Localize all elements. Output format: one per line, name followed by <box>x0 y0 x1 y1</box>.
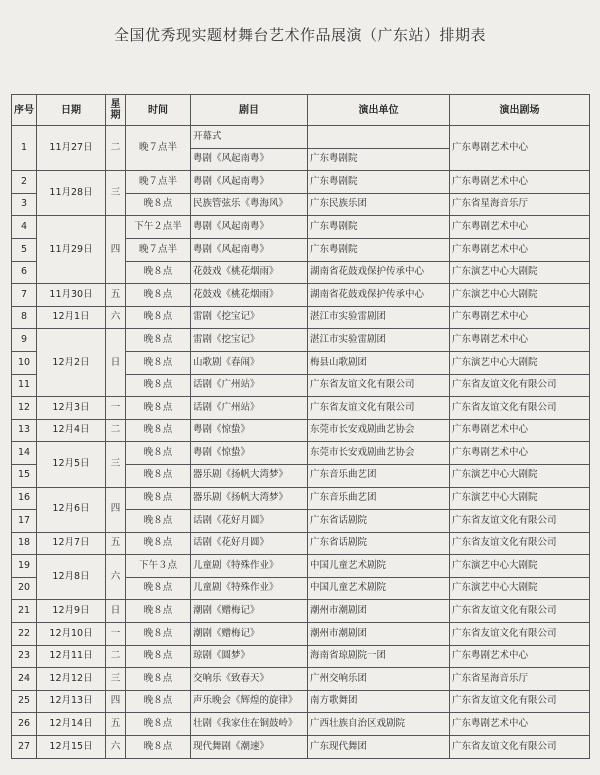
cell-unit: 梅县山歌剧团 <box>308 351 450 374</box>
cell-unit: 广东民族乐团 <box>308 193 450 216</box>
cell-seq: 27 <box>12 736 37 759</box>
cell-venue: 广东演艺中心大剧院 <box>450 351 590 374</box>
cell-program: 话剧《广州站》 <box>191 397 308 420</box>
cell-time: 晚８点 <box>126 442 191 465</box>
cell-program: 粤剧《惊蛰》 <box>191 442 308 465</box>
cell-program: 花鼓戏《桃花烟雨》 <box>191 284 308 307</box>
cell-time: 晚８点 <box>126 329 191 352</box>
cell-venue: 广东省友谊文化有限公司 <box>450 532 590 555</box>
cell-unit: 广东省话剧院 <box>308 510 450 533</box>
cell-date: 12月10日 <box>37 623 106 646</box>
cell-unit: 广东粤剧院 <box>308 216 450 239</box>
cell-venue: 广东演艺中心大剧院 <box>450 487 590 510</box>
cell-weekday: 日 <box>106 329 126 397</box>
cell-date: 12月13日 <box>37 690 106 713</box>
cell-venue: 广东省星海音乐厅 <box>450 668 590 691</box>
cell-weekday: 六 <box>106 306 126 329</box>
cell-unit: 东莞市长安戏剧曲艺协会 <box>308 442 450 465</box>
cell-weekday: 一 <box>106 623 126 646</box>
cell-time: 晚８点 <box>126 374 191 397</box>
cell-unit: 湛江市实验雷剧团 <box>308 306 450 329</box>
cell-venue: 广东演艺中心大剧院 <box>450 261 590 284</box>
cell-weekday: 二 <box>106 645 126 668</box>
cell-date: 12月1日 <box>37 306 106 329</box>
cell-venue: 广东演艺中心大剧院 <box>450 555 590 578</box>
cell-weekday: 五 <box>106 284 126 307</box>
header-unit: 演出单位 <box>308 95 450 126</box>
cell-unit: 广东省话剧院 <box>308 532 450 555</box>
cell-unit: 广东粤剧院 <box>308 171 450 194</box>
cell-date: 12月9日 <box>37 600 106 623</box>
page-title: 全国优秀现实题材舞台艺术作品展演（广东站）排期表 <box>113 26 486 44</box>
cell-unit: 潮州市潮剧团 <box>308 623 450 646</box>
cell-time: 晚８点 <box>126 645 191 668</box>
header-date: 日期 <box>37 95 106 126</box>
cell-venue: 广东省友谊文化有限公司 <box>450 600 590 623</box>
table-row <box>12 126 590 149</box>
cell-unit: 东莞市长安戏剧曲艺协会 <box>308 419 450 442</box>
cell-weekday: 三 <box>106 171 126 216</box>
schedule-body <box>12 126 590 759</box>
cell-weekday: 二 <box>106 419 126 442</box>
cell-date: 12月11日 <box>37 645 106 668</box>
table-row <box>12 600 590 623</box>
cell-date: 12月12日 <box>37 668 106 691</box>
cell-seq: 21 <box>12 600 37 623</box>
cell-program: 花鼓戏《桃花烟雨》 <box>191 261 308 284</box>
cell-program: 粤剧《风起南粤》 <box>191 171 308 194</box>
table-row <box>12 645 590 668</box>
table-row <box>12 419 590 442</box>
cell-venue: 广东粤剧艺术中心 <box>450 713 590 736</box>
cell-program: 粤剧《惊蛰》 <box>191 419 308 442</box>
cell-program: 民族管弦乐《粤海风》 <box>191 193 308 216</box>
cell-venue: 广东粤剧艺术中心 <box>450 329 590 352</box>
cell-unit: 广西壮族自治区戏剧院 <box>308 713 450 736</box>
cell-program: 潮剧《赠梅记》 <box>191 600 308 623</box>
cell-weekday: 五 <box>106 532 126 555</box>
cell-seq: 17 <box>12 510 37 533</box>
cell-unit: 广州交响乐团 <box>308 668 450 691</box>
cell-time: 晚８点 <box>126 510 191 533</box>
cell-venue: 广东演艺中心大剧院 <box>450 464 590 487</box>
cell-weekday: 四 <box>106 487 126 532</box>
cell-seq: 2 <box>12 171 37 194</box>
table-row <box>12 442 590 465</box>
cell-date: 12月3日 <box>37 397 106 420</box>
cell-venue: 广东演艺中心大剧院 <box>450 284 590 307</box>
cell-venue: 广东省星海音乐厅 <box>450 193 590 216</box>
cell-venue: 广东省友谊文化有限公司 <box>450 736 590 759</box>
cell-program: 开幕式 <box>191 126 308 149</box>
cell-weekday: 日 <box>106 600 126 623</box>
cell-venue: 广东粤剧艺术中心 <box>450 306 590 329</box>
cell-time: 晚８点 <box>126 532 191 555</box>
table-header-row <box>12 95 590 126</box>
table-row <box>12 397 590 420</box>
table-row <box>12 532 590 555</box>
cell-seq: 16 <box>12 487 37 510</box>
cell-weekday: 四 <box>106 690 126 713</box>
cell-seq: 14 <box>12 442 37 465</box>
cell-time: 晚８点 <box>126 284 191 307</box>
cell-unit: 潮州市潮剧团 <box>308 600 450 623</box>
cell-weekday: 二 <box>106 126 126 171</box>
cell-time: 晚８点 <box>126 487 191 510</box>
cell-date: 12月2日 <box>37 329 106 397</box>
cell-unit: 中国儿童艺术剧院 <box>308 577 450 600</box>
cell-seq: 4 <box>12 216 37 239</box>
cell-unit: 中国儿童艺术剧院 <box>308 555 450 578</box>
cell-weekday: 一 <box>106 397 126 420</box>
cell-program: 粤剧《风起南粤》 <box>191 238 308 261</box>
cell-time: 晚８点 <box>126 736 191 759</box>
cell-venue: 广东省友谊文化有限公司 <box>450 374 590 397</box>
cell-seq: 18 <box>12 532 37 555</box>
cell-seq: 9 <box>12 329 37 352</box>
table-row <box>12 284 590 307</box>
cell-program: 声乐晚会《辉煌的旋律》 <box>191 690 308 713</box>
cell-program: 交响乐《致春天》 <box>191 668 308 691</box>
cell-program: 粤剧《风起南粤》 <box>191 216 308 239</box>
cell-weekday: 四 <box>106 216 126 284</box>
table-row <box>12 623 590 646</box>
table-row <box>12 555 590 578</box>
cell-venue: 广东粤剧艺术中心 <box>450 216 590 239</box>
cell-venue: 广东粤剧艺术中心 <box>450 171 590 194</box>
cell-seq: 22 <box>12 623 37 646</box>
cell-date: 11月30日 <box>37 284 106 307</box>
cell-time: 晚７点半 <box>126 171 191 194</box>
cell-date: 12月14日 <box>37 713 106 736</box>
cell-time: 晚７点半 <box>126 238 191 261</box>
cell-program: 器乐剧《扬帆大湾梦》 <box>191 464 308 487</box>
cell-weekday: 五 <box>106 713 126 736</box>
header-weekday: 星期 <box>106 95 126 126</box>
cell-time: 晚８点 <box>126 690 191 713</box>
cell-time: 晚７点半 <box>126 126 191 171</box>
cell-seq: 7 <box>12 284 37 307</box>
table-row <box>12 736 590 759</box>
cell-program: 儿童剧《特殊作业》 <box>191 577 308 600</box>
cell-date: 12月5日 <box>37 442 106 487</box>
cell-date: 12月4日 <box>37 419 106 442</box>
cell-time: 下午３点 <box>126 555 191 578</box>
cell-weekday: 六 <box>106 736 126 759</box>
cell-date: 12月15日 <box>37 736 106 759</box>
cell-program: 粤剧《风起南粤》 <box>191 148 308 171</box>
cell-seq: 26 <box>12 713 37 736</box>
header-program: 剧目 <box>191 95 308 126</box>
table-row <box>12 668 590 691</box>
cell-time: 晚８点 <box>126 261 191 284</box>
cell-seq: 3 <box>12 193 37 216</box>
cell-unit: 广东省友谊文化有限公司 <box>308 374 450 397</box>
cell-date: 12月6日 <box>37 487 106 532</box>
cell-venue: 广东粤剧艺术中心 <box>450 645 590 668</box>
cell-unit: 广东音乐曲艺团 <box>308 487 450 510</box>
cell-seq: 11 <box>12 374 37 397</box>
cell-unit: 湖南省花鼓戏保护传承中心 <box>308 284 450 307</box>
table-row <box>12 690 590 713</box>
cell-seq: 19 <box>12 555 37 578</box>
cell-time: 晚８点 <box>126 668 191 691</box>
cell-seq: 20 <box>12 577 37 600</box>
cell-date: 11月29日 <box>37 216 106 284</box>
cell-time: 晚８点 <box>126 713 191 736</box>
cell-time: 晚８点 <box>126 419 191 442</box>
cell-weekday: 六 <box>106 555 126 600</box>
cell-unit: 广东省友谊文化有限公司 <box>308 397 450 420</box>
cell-seq: 1 <box>12 126 37 171</box>
cell-unit: 湖南省花鼓戏保护传承中心 <box>308 261 450 284</box>
cell-seq: 12 <box>12 397 37 420</box>
cell-time: 下午２点半 <box>126 216 191 239</box>
cell-program: 儿童剧《特殊作业》 <box>191 555 308 578</box>
cell-weekday: 三 <box>106 442 126 487</box>
cell-venue: 广东演艺中心大剧院 <box>450 577 590 600</box>
cell-time: 晚８点 <box>126 397 191 420</box>
cell-program: 山歌剧《春闹》 <box>191 351 308 374</box>
cell-unit: 广东粤剧院 <box>308 148 450 171</box>
cell-unit: 广东现代舞团 <box>308 736 450 759</box>
cell-program: 话剧《花好月圆》 <box>191 510 308 533</box>
cell-venue: 广东粤剧艺术中心 <box>450 442 590 465</box>
cell-date: 11月28日 <box>37 171 106 216</box>
header-time: 时间 <box>126 95 191 126</box>
cell-seq: 6 <box>12 261 37 284</box>
cell-time: 晚８点 <box>126 306 191 329</box>
cell-venue: 广东粤剧艺术中心 <box>450 126 590 171</box>
cell-seq: 5 <box>12 238 37 261</box>
cell-seq: 25 <box>12 690 37 713</box>
cell-program: 雷剧《挖宝记》 <box>191 329 308 352</box>
cell-seq: 13 <box>12 419 37 442</box>
cell-program: 话剧《花好月圆》 <box>191 532 308 555</box>
cell-program: 雷剧《挖宝记》 <box>191 306 308 329</box>
schedule-table <box>11 94 590 759</box>
cell-weekday: 三 <box>106 668 126 691</box>
cell-date: 11月27日 <box>37 126 106 171</box>
cell-time: 晚８点 <box>126 623 191 646</box>
cell-program: 琼剧《圆梦》 <box>191 645 308 668</box>
table-row <box>12 306 590 329</box>
cell-unit: 海南省琼剧院一团 <box>308 645 450 668</box>
cell-unit <box>308 126 450 149</box>
cell-date: 12月7日 <box>37 532 106 555</box>
cell-time: 晚８点 <box>126 193 191 216</box>
header-venue: 演出剧场 <box>450 95 590 126</box>
cell-date: 12月8日 <box>37 555 106 600</box>
cell-seq: 10 <box>12 351 37 374</box>
cell-venue: 广东省友谊文化有限公司 <box>450 623 590 646</box>
cell-time: 晚８点 <box>126 600 191 623</box>
cell-unit: 广东粤剧院 <box>308 238 450 261</box>
cell-program: 现代舞剧《潮速》 <box>191 736 308 759</box>
table-row <box>12 487 590 510</box>
cell-program: 器乐剧《扬帆大湾梦》 <box>191 487 308 510</box>
cell-time: 晚８点 <box>126 351 191 374</box>
cell-unit: 南方歌舞团 <box>308 690 450 713</box>
header-seq: 序号 <box>12 95 37 126</box>
table-row <box>12 329 590 352</box>
cell-venue: 广东粤剧艺术中心 <box>450 419 590 442</box>
cell-seq: 8 <box>12 306 37 329</box>
cell-time: 晚８点 <box>126 464 191 487</box>
cell-program: 潮剧《赠梅记》 <box>191 623 308 646</box>
cell-venue: 广东省友谊文化有限公司 <box>450 397 590 420</box>
table-row <box>12 171 590 194</box>
cell-time: 晚８点 <box>126 577 191 600</box>
cell-unit: 湛江市实验雷剧团 <box>308 329 450 352</box>
cell-program: 话剧《广州站》 <box>191 374 308 397</box>
cell-unit: 广东音乐曲艺团 <box>308 464 450 487</box>
table-row <box>12 216 590 239</box>
cell-seq: 23 <box>12 645 37 668</box>
cell-venue: 广东粤剧艺术中心 <box>450 238 590 261</box>
cell-program: 壮剧《我家住在铜鼓岭》 <box>191 713 308 736</box>
cell-venue: 广东省友谊文化有限公司 <box>450 510 590 533</box>
cell-seq: 15 <box>12 464 37 487</box>
cell-seq: 24 <box>12 668 37 691</box>
cell-venue: 广东省友谊文化有限公司 <box>450 690 590 713</box>
table-row <box>12 713 590 736</box>
